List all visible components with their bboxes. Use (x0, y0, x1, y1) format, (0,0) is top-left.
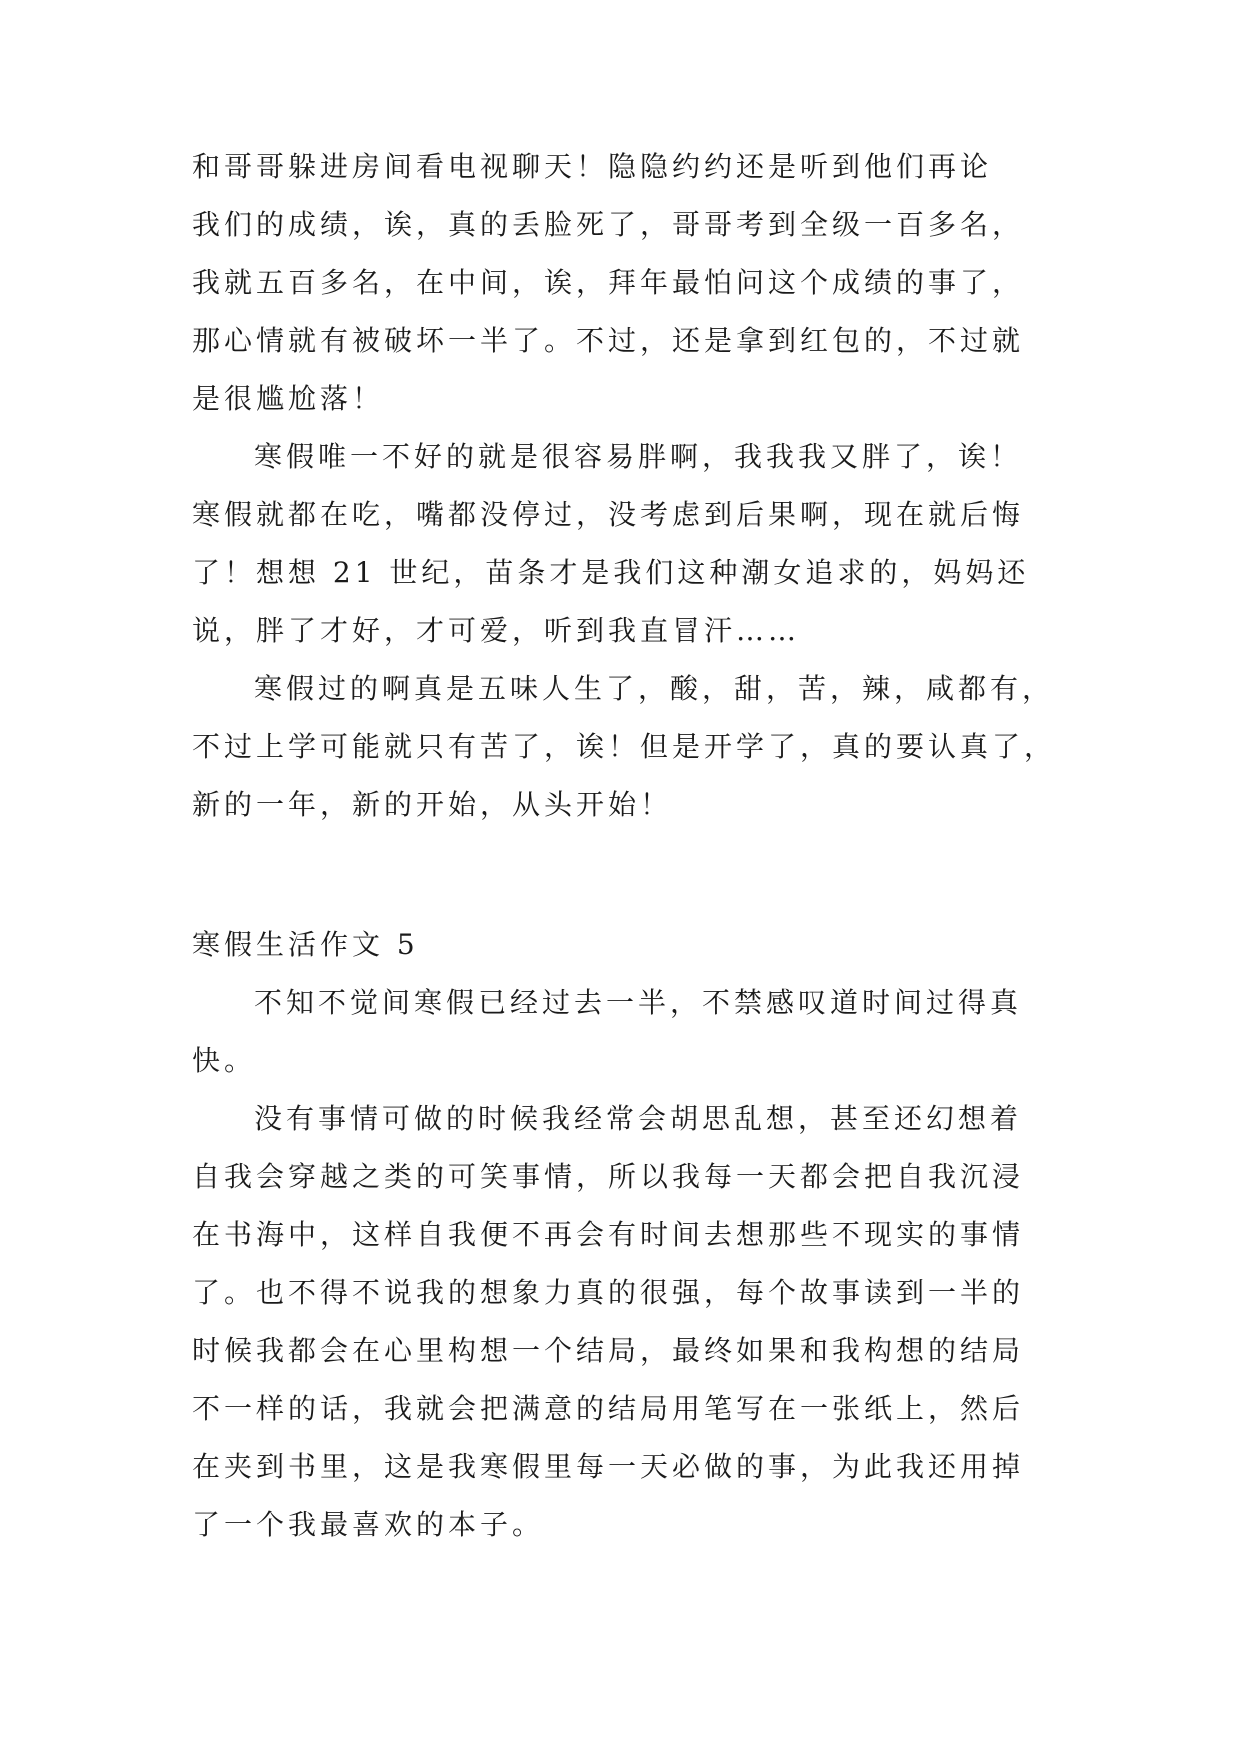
section-title: 寒假生活作文 5 (192, 928, 419, 961)
text-line: 自我会穿越之类的可笑事情，所以我每一天都会把自我沉浸 (192, 1160, 1025, 1193)
paragraph-weight (192, 428, 1072, 660)
paragraph-half-holiday (192, 974, 1072, 1090)
text-line: 不一样的话，我就会把满意的结局用笔写在一张纸上，然后 (192, 1392, 1025, 1425)
paragraph-summary (192, 660, 1072, 834)
text-line: 不知不觉间寒假已经过去一半，不禁感叹道时间过得真 (254, 986, 1023, 1019)
text-line: 快。 (192, 1044, 257, 1077)
paragraph-continuation (192, 138, 1072, 428)
text-line: 了。也不得不说我的想象力真的很强，每个故事读到一半的 (192, 1276, 1025, 1309)
text-line: 是很尴尬落！ (192, 382, 385, 415)
text-line: 我就五百多名，在中间，诶，拜年最怕问这个成绩的事了， (192, 266, 1025, 299)
text-line: 在书海中，这样自我便不再会有时间去想那些不现实的事情 (192, 1218, 1025, 1251)
text-line: 时候我都会在心里构想一个结局，最终如果和我构想的结局 (192, 1334, 1025, 1367)
text-line: 寒假过的啊真是五味人生了，酸，甜，苦，辣，咸都有， (254, 672, 1055, 705)
text-line: 寒假唯一不好的就是很容易胖啊，我我我又胖了，诶！ (254, 440, 1023, 473)
text-line: 说，胖了才好，才可爱，听到我直冒汗…… (192, 614, 801, 647)
text-line: 新的一年，新的开始，从头开始！ (192, 788, 673, 821)
text-line: 寒假就都在吃，嘴都没停过，没考虑到后果啊，现在就后悔 (192, 498, 1025, 531)
text-line: 在夹到书里，这是我寒假里每一天必做的事，为此我还用掉 (192, 1450, 1025, 1483)
text-line: 不过上学可能就只有苦了，诶！但是开学了，真的要认真了， (192, 730, 1057, 763)
paragraph-reading (192, 1090, 1072, 1554)
text-line: 了！想想 21 世纪，苗条才是我们这种潮女追求的，妈妈还 (192, 556, 1030, 589)
text-line: 我们的成绩，诶，真的丢脸死了，哥哥考到全级一百多名， (192, 208, 1025, 241)
text-line: 和哥哥躲进房间看电视聊天！隐隐约约还是听到他们再论 (192, 150, 993, 183)
text-line: 了一个我最喜欢的本子。 (192, 1508, 545, 1541)
text-line: 那心情就有被破坏一半了。不过，还是拿到红包的，不过就 (192, 324, 1025, 357)
text-line: 没有事情可做的时候我经常会胡思乱想，甚至还幻想着 (254, 1102, 1023, 1135)
